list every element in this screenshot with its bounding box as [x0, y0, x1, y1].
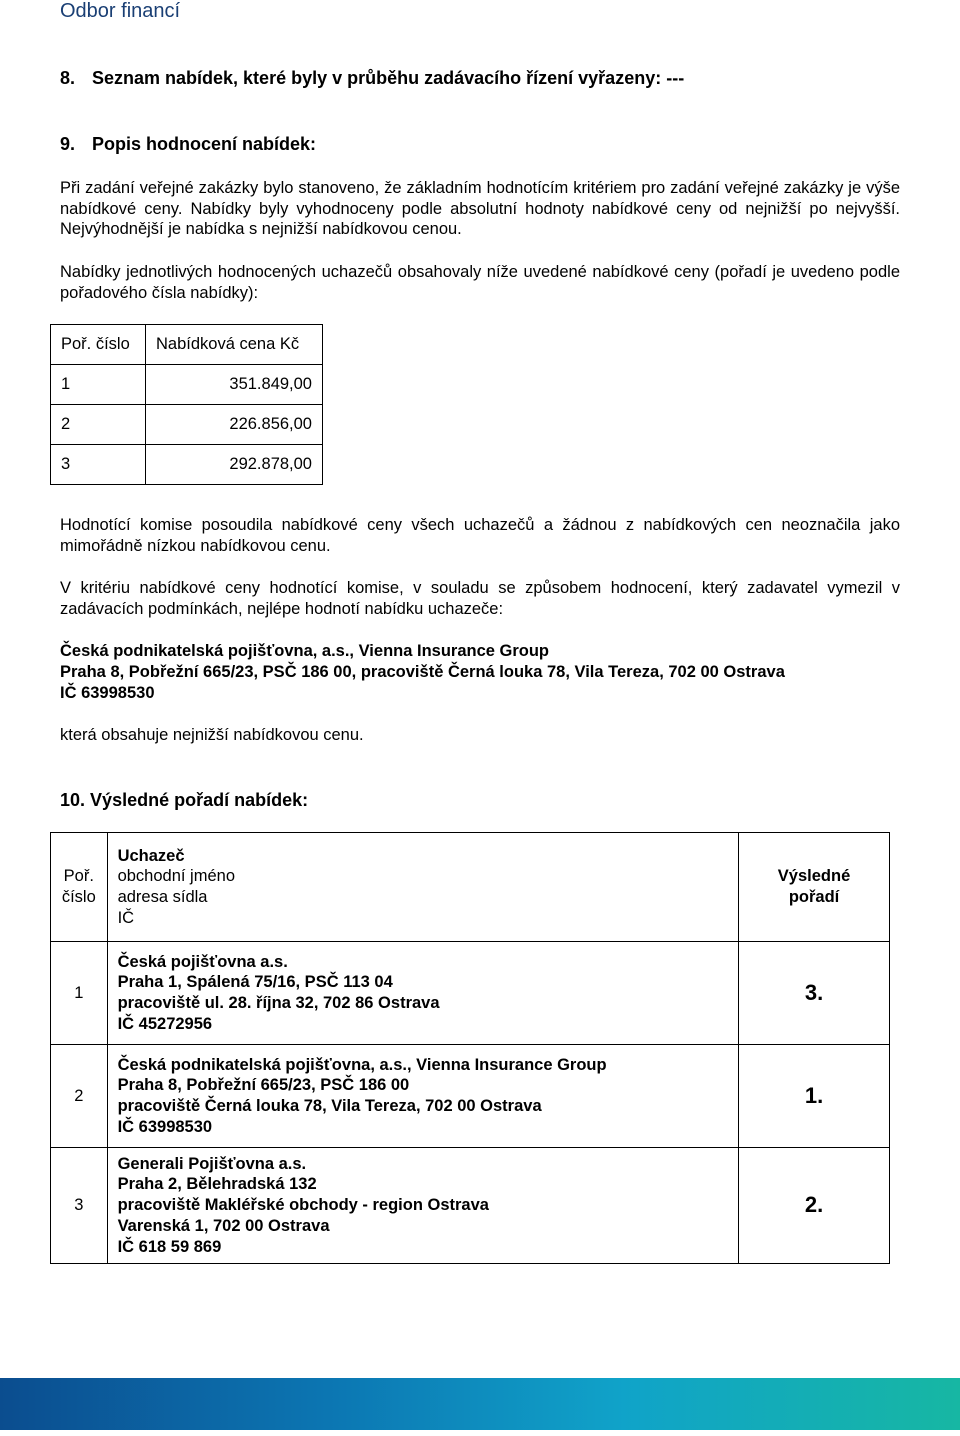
ranking-result: 2. [739, 1148, 890, 1264]
evaluation-criteria-paragraph: Při zadání veřejné zakázky bylo stanoveno, že základním hodnotícím kritériem pro zadání veřejné zakázky je výše nabídkové ceny. Nabídky byly vyhodnoceny podle absolutní hodnoty nabídkové ceny od nejnižší po nejvyšší. Nejvýhodnější je nabídka s nejnižší nabídkovou cenou. [60, 179, 900, 239]
table-row [51, 405, 323, 445]
winner-id: IČ 63998530 [60, 684, 155, 702]
offer-prices-table [50, 324, 323, 485]
page-header-title: Odbor financí [60, 0, 181, 22]
ranking-header-number-line: Poř. [63, 867, 94, 886]
offer-price: 292.878,00 [146, 445, 323, 485]
best-offer-intro-paragraph: V kritériu nabídkové ceny hodnotící komise, v souladu se způsobem hodnocení, který zadavatel vymezil v zadávacích podmínkách, nejlépe hodnotí nabídku uchazeče: [60, 579, 900, 618]
winner-address: Praha 8, Pobřežní 665/23, PSČ 186 00, pracoviště Černá louka 78, Vila Tereza, 702 00 Ostrava [60, 663, 785, 681]
lowest-price-note: která obsahuje nejnižší nabídkovou cenu. [60, 726, 364, 744]
ranking-header-bidder-line: obchodní jméno [117, 867, 235, 886]
winner-name: Česká podnikatelská pojišťovna, a.s., Vienna Insurance Group [60, 642, 550, 660]
offer-price: 226.856,00 [146, 405, 323, 445]
ranking-header-row [51, 833, 890, 942]
bidder-line: Praha 8, Pobřežní 665/23, PSČ 186 00 [117, 1076, 410, 1095]
offer-prices-header-price: Nabídková cena Kč [146, 325, 323, 365]
offer-price: 351.849,00 [146, 365, 323, 405]
ranking-bidder-details [107, 1045, 739, 1148]
section-9-title: Popis hodnocení nabídek: [92, 134, 317, 154]
section-10-heading [60, 789, 308, 811]
offer-number: 3 [51, 445, 146, 485]
section-8-number: 8. [60, 68, 76, 88]
ranking-result: 1. [739, 1045, 890, 1148]
bidder-line: pracoviště ul. 28. října 32, 702 86 Ostrava [117, 994, 440, 1012]
ranking-header-result-line: Výsledné [777, 867, 851, 886]
section-10-title: Výsledné pořadí nabídek: [90, 790, 309, 810]
bidder-line: Česká pojišťovna a.s. [117, 952, 288, 971]
bidder-line: Praha 1, Spálená 75/16, PSČ 113 04 [117, 973, 393, 992]
offer-prices-header-number: Poř. číslo [51, 325, 146, 365]
ranking-header-result [739, 833, 890, 942]
ranking-offer-number: 3 [51, 1148, 108, 1264]
ranking-header-result-line: pořadí [788, 888, 840, 906]
ranking-header-bidder-line: adresa sídla [117, 888, 208, 906]
ranking-header-number [51, 833, 108, 942]
bidder-line: pracoviště Černá louka 78, Vila Tereza, 702 00 Ostrava [117, 1097, 542, 1115]
bidder-line: Česká podnikatelská pojišťovna, a.s., Vienna Insurance Group [117, 1055, 607, 1074]
section-8-title: Seznam nabídek, které byly v průběhu zadávacího řízení vyřazeny: --- [92, 68, 685, 88]
offers-intro-paragraph: Nabídky jednotlivých hodnocených uchazečů obsahovaly níže uvedené nabídkové ceny (pořadí je uvedeno podle pořadového čísla nabídky): [60, 263, 900, 302]
ranking-header-bidder-title: Uchazeč [117, 846, 185, 865]
bidder-line: Generali Pojišťovna a.s. [117, 1154, 307, 1173]
offer-prices-header-row [51, 325, 323, 365]
section-9-number: 9. [60, 134, 76, 154]
ranking-offer-number: 2 [51, 1045, 108, 1148]
table-row [51, 942, 890, 1045]
bidder-line: IČ 45272956 [117, 1014, 213, 1033]
bidder-line: IČ 63998530 [117, 1117, 213, 1136]
section-9-heading [60, 133, 316, 155]
footer-color-bar [0, 1378, 960, 1430]
bidder-line: pracoviště Makléřské obchody - region Ostrava [117, 1196, 489, 1215]
ranking-offer-number: 1 [51, 942, 108, 1045]
table-row [51, 445, 323, 485]
ranking-header-number-line: číslo [61, 888, 96, 906]
ranking-header-bidder [107, 833, 739, 942]
ranking-header-bidder-line: IČ [117, 908, 135, 927]
committee-assessment-paragraph: Hodnotící komise posoudila nabídkové ceny všech uchazečů a žádnou z nabídkových cen neoznačila jako mimořádně nízkou nabídkovou cenu. [60, 516, 900, 555]
section-8-heading [60, 67, 684, 89]
final-ranking-table [50, 832, 890, 1264]
ranking-bidder-details [107, 1148, 739, 1264]
offer-number: 2 [51, 405, 146, 445]
bidder-line: Varenská 1, 702 00 Ostrava [117, 1216, 330, 1235]
section-10-number: 10. [60, 790, 86, 810]
ranking-bidder-details [107, 942, 739, 1045]
offer-number: 1 [51, 365, 146, 405]
table-row [51, 365, 323, 405]
table-row [51, 1045, 890, 1148]
table-row [51, 1148, 890, 1264]
bidder-line: Praha 2, Bělehradská 132 [117, 1175, 317, 1194]
bidder-line: IČ 618 59 869 [117, 1237, 222, 1256]
ranking-result: 3. [739, 942, 890, 1045]
